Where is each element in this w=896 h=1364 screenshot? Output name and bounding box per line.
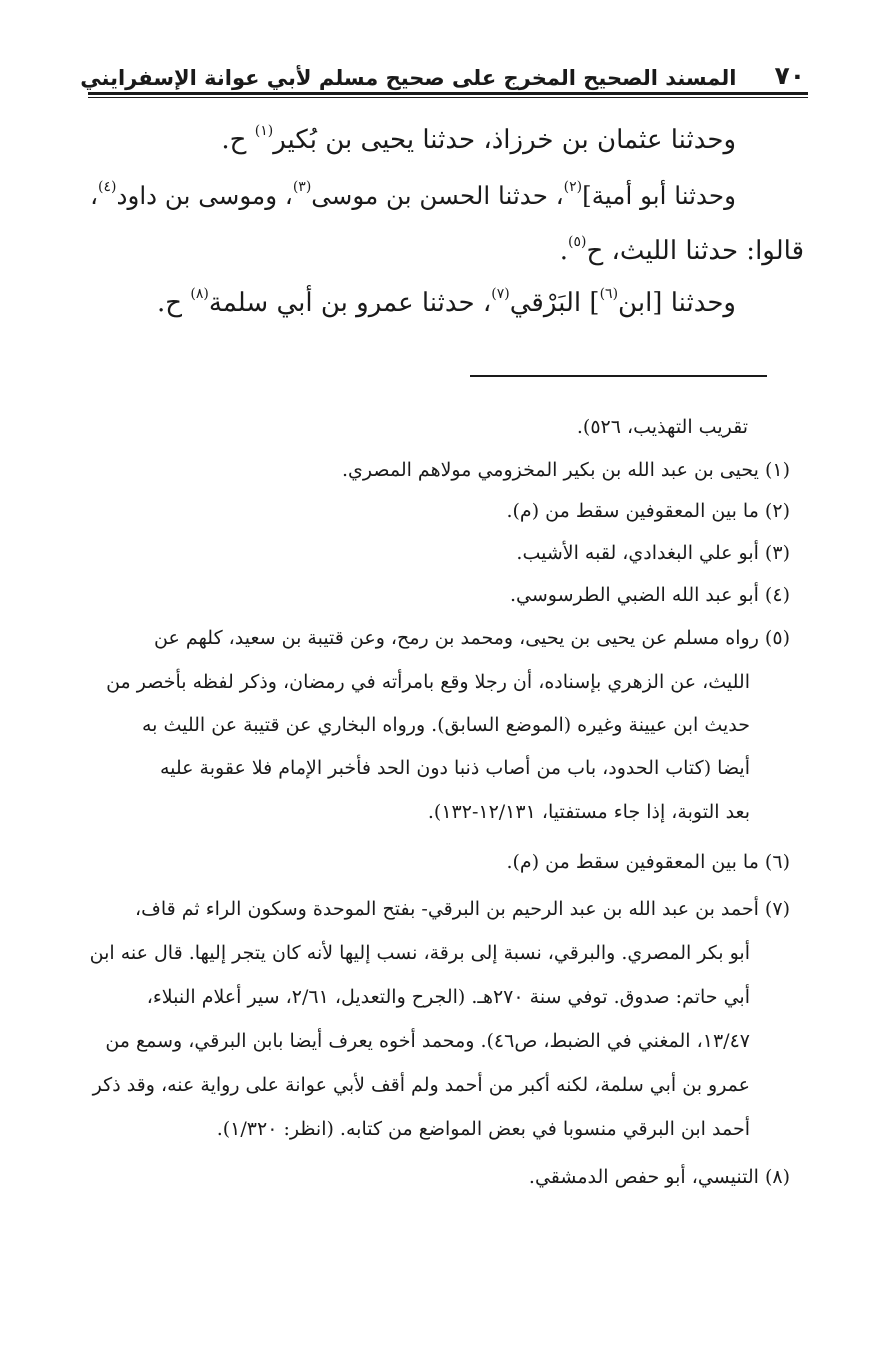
footnote-separator	[470, 375, 767, 377]
footnote-ref: (١)	[254, 123, 274, 139]
footnote-7: (٧) أحمد بن عبد الله بن عبد الرحيم بن البرقي- بفتح الموحدة وسكون الراء ثم قاف،	[134, 898, 790, 920]
footnote-5-line-5: بعد التوبة، إذا جاء مستفتيا، ١٢/١٣١-١٣٢).	[427, 801, 750, 823]
footnote-1: (١) يحيى بن عبد الله بن بكير المخزومي مولاهم المصري.	[341, 459, 790, 481]
footnote-7-line-2: أبو بكر المصري. والبرقي، نسبة إلى برقة، نسب إليها لأنه كان يتجر إليها. قال عنه ابن	[89, 942, 750, 964]
page-number: ٧٠	[774, 61, 805, 90]
running-title: المسند الصحيح المخرج على صحيح مسلم لأبي عوانة الإسفرايني	[80, 66, 737, 90]
header-rule-thick	[88, 92, 808, 95]
footnote-2: (٢) ما بين المعقوفين سقط من (م).	[506, 500, 790, 522]
footnote-3: (٣) أبو علي البغدادي، لقبه الأشيب.	[516, 542, 790, 564]
footnote-ref: (٨)	[190, 286, 209, 302]
footnote-ref: (٦)	[599, 286, 619, 302]
footnote-7-line-4: ١٣/٤٧، المغني في الضبط، ص٤٦). ومحمد أخوه يعرف أيضا بابن البرقي، وسمع من	[105, 1030, 750, 1052]
footnote-7-line-3: أبي حاتم: صدوق. توفي سنة ٢٧٠هـ. (الجرح والتعديل، ٢/٦١، سير أعلام النبلاء،	[146, 986, 750, 1008]
footnote-ref: (٧)	[491, 286, 510, 302]
footnote-5-line-2: الليث، عن الزهري بإسناده، أن رجلا وقع بامرأته في رمضان، وذكر لفظه بأخصر من	[106, 671, 750, 693]
footnote-5-line-4: أيضا (كتاب الحدود، باب من أصاب ذنبا دون الحد فأخبر الإمام فلا عقوبة عليه	[159, 757, 750, 779]
footnote-ref: (٥)	[568, 234, 587, 250]
main-line-4: وحدثنا [ابن$^{(٦)}$] البَرْقي$^{(٧)}$، حدثنا عمرو بن أبي سلمة$^{(٨)}$ ح.	[157, 286, 736, 318]
footnote-5-line-3: حديث ابن عيينة وغيره (الموضع السابق). ورواه البخاري عن قتيبة عن الليث به	[141, 714, 750, 736]
main-line-3: قالوا: حدثنا الليث، ح$^{(٥)}$.	[559, 234, 804, 266]
footnote-4: (٤) أبو عبد الله الضبي الطرسوسي.	[509, 584, 790, 606]
footnote-continuation: تقريب التهذيب، ٥٢٦).	[576, 416, 748, 438]
main-line-2: وحدثنا أبو أمية]$^{(٢)}$، حدثنا الحسن بن موسى$^{(٣)}$، وموسى بن داود$^{(٤)}$،	[90, 179, 736, 210]
footnote-ref: (٣)	[292, 179, 312, 195]
footnote-8: (٨) التنيسي، أبو حفص الدمشقي.	[528, 1166, 790, 1188]
footnote-7-line-5: عمرو بن أبي سلمة، لكنه أكبر من أحمد ولم أقف لأبي عوانة على رواية عنه، وقد ذكر	[92, 1074, 750, 1096]
main-line-1: وحدثنا عثمان بن خرزاذ، حدثنا يحيى بن بُكير$^{(١)}$ ح.	[221, 123, 736, 155]
footnote-6: (٦) ما بين المعقوفين سقط من (م).	[506, 851, 790, 873]
footnote-ref: (٤)	[98, 179, 117, 195]
footnote-7-line-6: أحمد ابن البرقي منسوبا في بعض المواضع من كتابه. (انظر: ١/٣٢٠).	[216, 1118, 750, 1140]
footnote-ref: (٢)	[563, 179, 583, 195]
running-header	[80, 56, 805, 90]
footnote-5: (٥) رواه مسلم عن يحيى بن يحيى، ومحمد بن رمح، وعن قتيبة بن سعيد، كلهم عن	[154, 627, 790, 649]
header-rule-thin	[88, 97, 808, 98]
